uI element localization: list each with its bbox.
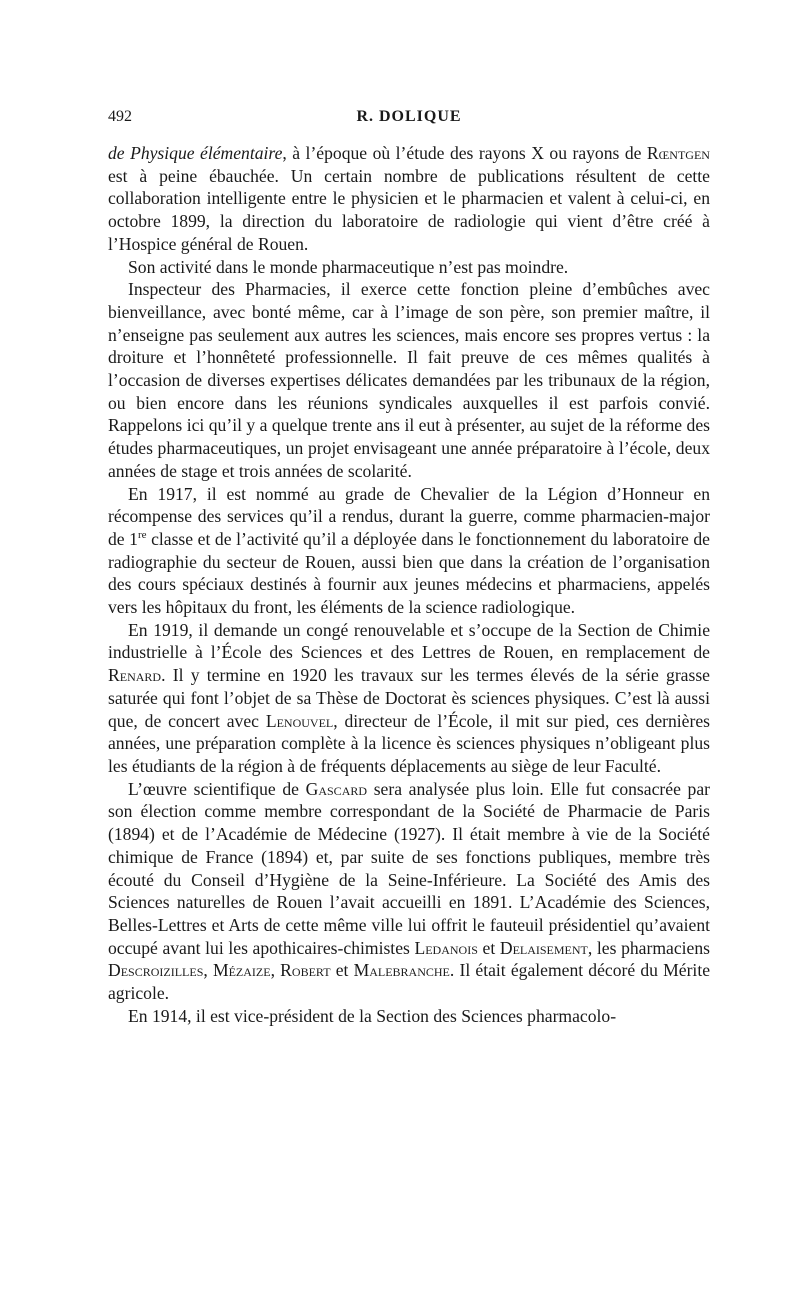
text-run: et	[330, 960, 354, 981]
paragraph-6	[108, 778, 710, 1005]
paragraph-3: Inspecteur des Pharmacies, il exerce cette fonction pleine d’embûches avec bienveillance, avec bonté même, car à l’image de son père, son premier maître, il n’enseigne pas seulement aux autres les sciences, mais encore ses propres vertus : la droiture et l’honnêteté professionnelle. Il fait preuve de ces mêmes qualités à l’occasion de diverses expertises délicates demandées par les tribunaux de la région, ou bien encore dans les réunions syndicales auxquelles il est parfois convié. Rappelons ici qu’il y a quelque trente ans il eut à présenter, au sujet de la réforme des études pharmaceutiques, un projet envisageant une année préparatoire à l’école, deux années de stage et trois années de scolarité.	[108, 279, 710, 481]
person-name: Rœntgen	[646, 143, 710, 163]
body-text	[108, 142, 710, 1027]
text-run: ,	[270, 960, 281, 981]
person-name: Renard	[108, 665, 162, 686]
text-run: En 1919, il demande un congé renouvelable et s’occupe de la Section de Chimie industrielle à l’École des Sciences et des Lettres de Rouen, en remplacement de	[108, 619, 710, 663]
person-name: Ledanois	[414, 937, 478, 958]
text-run: En 1917, il est nommé au grade de Chevalier de la Légion d’Honneur en récompense des services qu’il a rendus, durant la guerre, comme pharmacien-major de 1	[108, 483, 710, 549]
text-run: , directeur de l’École, il mit sur pied, ces dernières années, une préparation complète à la licence ès sciences physiques n’obligeant plus les étudiants de la région à de fréquents déplacements au siège de leur Faculté.	[108, 710, 711, 776]
book-title: de Physique élémentaire	[108, 143, 283, 163]
page-number: 492	[108, 108, 132, 125]
person-name: Robert	[280, 960, 331, 981]
paragraph-4	[108, 483, 710, 619]
superscript: re	[137, 529, 147, 542]
person-name: Gascard	[305, 778, 368, 799]
text-run: sera analysée plus loin. Elle fut consacrée par son élection comme membre correspondant de la Société de Pharmacie de Paris (1894) et de l’Académie de Médecine (1927). Il était membre à vie de la Société chimique de France (1894) et, par suite de ses fonctions publiques, membre très écouté du Conseil d’Hygiène de la Seine-Inférieure. La Société des Amis des Sciences naturelles de Rouen l’avait accueilli en 1891. L’Académie des Sciences, Belles-Lettres et Arts de cette même ville lui offrit le fauteuil présidentiel qu’avaient occupé avant lui les apothicaires-chimistes	[108, 778, 711, 958]
person-name: Lenouvel	[265, 710, 334, 731]
text-run: . Il y termine en 1920 les travaux sur les termes élevés de la série grasse saturée qui font l’objet de sa Thèse de Doctorat ès sciences physiques. C’est là aussi que, de concert avec	[108, 665, 710, 731]
text-run: et	[477, 937, 500, 958]
text-run: est à peine ébauchée. Un certain nombre de publications résultent de cette collaboration intelligente entre le physicien et le pharmacien et valent à celui-ci, en octobre 1899, la direction du laboratoire de radiologie qui vient d’être créé à l’Hospice général de Rouen.	[108, 165, 710, 254]
text-run: . Il était également décoré du Mérite agricole.	[108, 960, 711, 1004]
text-run: , à l’époque où l’étude des rayons X ou rayons de	[282, 143, 647, 163]
running-head	[108, 108, 710, 142]
person-name: Mézaize	[212, 960, 271, 981]
paragraph-2: Son activité dans le monde pharmaceutique n’est pas moindre.	[128, 256, 569, 277]
person-name: Descroizilles	[108, 960, 204, 981]
text-run: L’œuvre scientifique de	[128, 778, 306, 799]
text-run: ,	[203, 960, 213, 981]
person-name: Delaisement	[499, 937, 588, 958]
text-run: , les pharmaciens	[587, 937, 710, 958]
person-name: Malebranche	[353, 960, 450, 981]
page	[108, 108, 710, 1027]
paragraph-1	[108, 142, 710, 256]
paragraph-5	[108, 619, 710, 778]
header-author: R. DOLIQUE	[356, 108, 462, 125]
paragraph-7: En 1914, il est vice-président de la Section des Sciences pharmacolo-	[128, 1005, 617, 1026]
text-run: classe et de l’activité qu’il a déployée dans le fonctionnement du laboratoire de radiographie du secteur de Rouen, aussi bien que dans la création de l’organisation des cours spéciaux destinés à fournir aux jeunes médecins et pharmaciens, appelés vers les hôpitaux du front, les éléments de la science radiologique.	[108, 528, 710, 618]
